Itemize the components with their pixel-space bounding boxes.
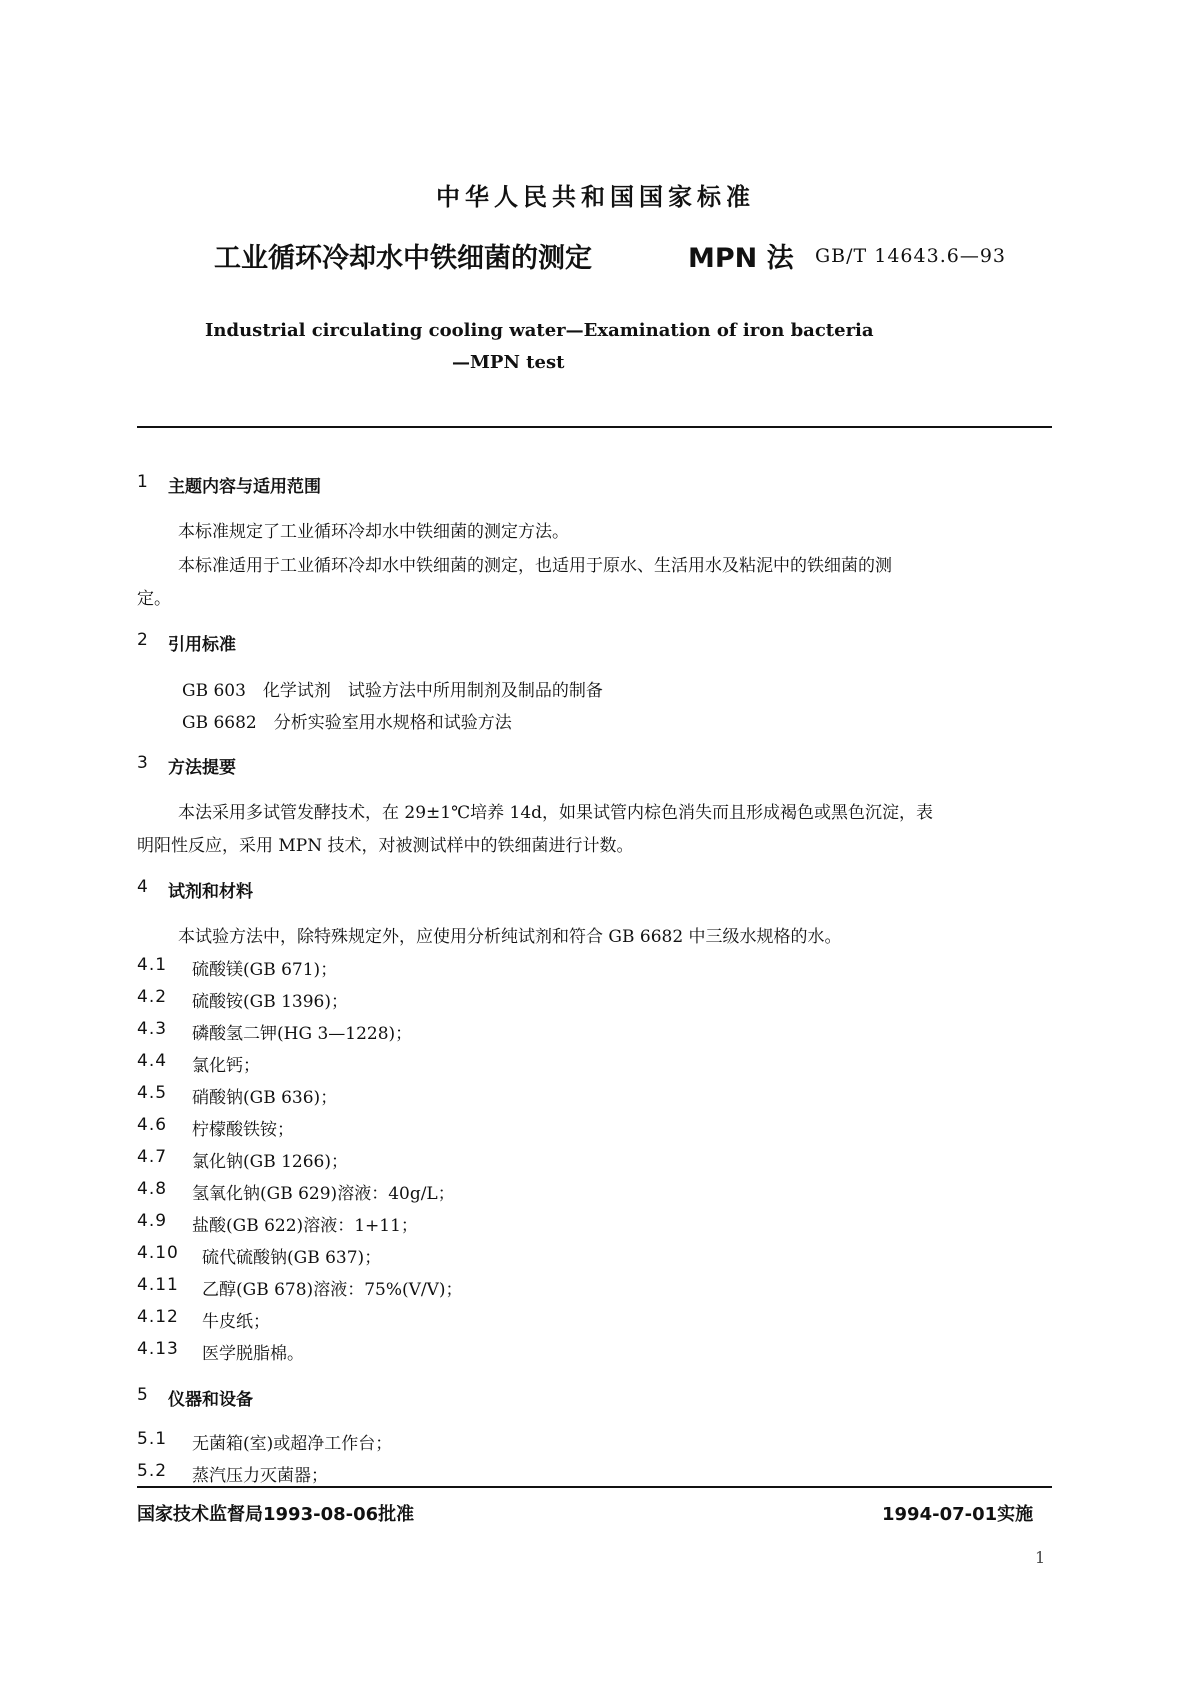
section-3-para-line2: 明阳性反应，采用 MPN 技术，对被测试样中的铁细菌进行计数。: [137, 836, 634, 856]
list-item-text: 硫酸镁(GB 671)；: [192, 960, 338, 980]
section-1-title: 主题内容与适用范围: [168, 477, 321, 497]
list-item-label: 4.12: [137, 1307, 179, 1327]
list-item-text: 氯化钙；: [192, 1056, 260, 1076]
standard-number: GB/T 14643.6—93: [815, 245, 1007, 267]
list-item-text: 乙醇(GB 678)溶液：75%(V/V)；: [202, 1280, 463, 1300]
header-divider: [137, 426, 1052, 428]
list-item-text: 硫酸铵(GB 1396)；: [192, 992, 349, 1012]
section-1-para2-line1: 本标准适用于工业循环冷却水中铁细菌的测定，也适用于原水、生活用水及粘泥中的铁细菌的测: [178, 556, 892, 576]
list-item-label: 4.6: [137, 1115, 168, 1135]
section-1-para1: 本标准规定了工业循环冷却水中铁细菌的测定方法。: [178, 522, 569, 542]
section-4-intro: 本试验方法中，除特殊规定外，应使用分析纯试剂和符合 GB 6682 中三级水规格的水。: [178, 927, 842, 947]
list-item-text: 蒸汽压力灭菌器；: [192, 1466, 328, 1486]
reference-gb6682: GB 6682 分析实验室用水规格和试验方法: [182, 713, 512, 733]
section-2-title: 引用标准: [168, 635, 236, 655]
section-4-title: 试剂和材料: [168, 882, 253, 902]
reference-gb603: GB 603 化学试剂 试验方法中所用制剂及制品的制备: [182, 681, 603, 701]
section-3-title: 方法提要: [168, 758, 236, 778]
approval-date: 国家技术监督局1993-08-06批准: [137, 1504, 415, 1525]
implementation-date: 1994-07-01实施: [882, 1504, 1034, 1525]
list-item-label: 4.3: [137, 1019, 168, 1039]
list-item-text: 氢氧化钠(GB 629)溶液：40g/L；: [192, 1184, 455, 1204]
list-item-text: 盐酸(GB 622)溶液：1+11；: [192, 1216, 418, 1236]
list-item-label: 4.10: [137, 1243, 179, 1263]
list-item-text: 无菌箱(室)或超净工作台；: [192, 1434, 393, 1454]
section-1-para2-line2: 定。: [137, 589, 171, 609]
footer-divider: [137, 1486, 1052, 1488]
list-item-label: 4.5: [137, 1083, 168, 1103]
list-item-text: 柠檬酸铁铵；: [192, 1120, 294, 1140]
list-item-label: 4.8: [137, 1179, 168, 1199]
list-item-text: 硝酸钠(GB 636)；: [192, 1088, 338, 1108]
section-3-number: 3: [137, 753, 148, 773]
document-title-en-line2: —MPN test: [452, 352, 565, 373]
list-item-label: 5.2: [137, 1461, 168, 1481]
section-5-number: 5: [137, 1385, 148, 1405]
list-item-label: 4.2: [137, 987, 168, 1007]
section-5-title: 仪器和设备: [168, 1390, 253, 1410]
list-item-text: 氯化钠(GB 1266)；: [192, 1152, 349, 1172]
section-1-number: 1: [137, 472, 148, 492]
national-standard-heading: 中华人民共和国国家标准: [436, 183, 755, 211]
list-item-text: 磷酸氢二钾(HG 3—1228)；: [192, 1024, 413, 1044]
list-item-label: 4.7: [137, 1147, 168, 1167]
section-4-number: 4: [137, 877, 148, 897]
list-item-label: 4.9: [137, 1211, 168, 1231]
list-item-text: 硫代硫酸钠(GB 637)；: [202, 1248, 382, 1268]
document-title-method: MPN 法: [688, 243, 794, 274]
list-item-label: 4.4: [137, 1051, 168, 1071]
document-title-en-line1: Industrial circulating cooling water—Examination of iron bacteria: [205, 320, 874, 341]
page-number: 1: [1035, 1548, 1046, 1567]
list-item-label: 4.13: [137, 1339, 179, 1359]
section-3-para-line1: 本法采用多试管发酵技术，在 29±1℃培养 14d，如果试管内棕色消失而且形成褐色或黑色沉淀，表: [178, 803, 934, 823]
section-2-number: 2: [137, 630, 148, 650]
list-item-label: 5.1: [137, 1429, 168, 1449]
list-item-label: 4.1: [137, 955, 168, 975]
list-item-text: 牛皮纸；: [202, 1312, 270, 1332]
list-item-text: 医学脱脂棉。: [202, 1344, 304, 1364]
document-title-cn: 工业循环冷却水中铁细菌的测定: [214, 243, 592, 274]
list-item-label: 4.11: [137, 1275, 179, 1295]
